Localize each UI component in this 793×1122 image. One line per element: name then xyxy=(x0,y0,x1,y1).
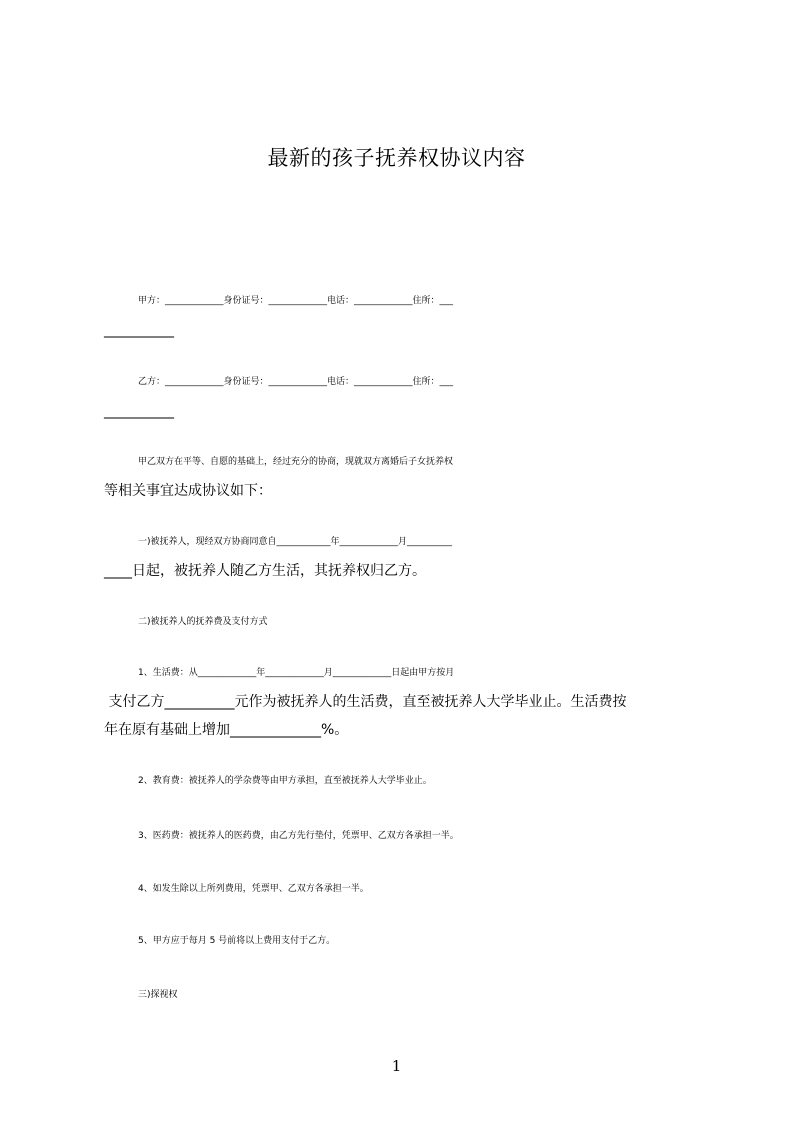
section2-heading: 二)被抚养人的抚养费及支付方式 xyxy=(138,617,268,627)
page-number: 1 xyxy=(391,1057,402,1075)
item2: 2、教育费：被抚养人的学杂费等由甲方承担，直至被抚养人大学毕业止。 xyxy=(138,776,432,786)
party-b-line-1: 乙方：_____________身份证号：_____________电话：_____________住所：___ xyxy=(138,377,454,387)
item1-line-1: 1、生活费：从_____________年_____________月_____________日起由甲方按月 xyxy=(138,668,455,678)
item1-line-2: 支付乙方__________元作为被抚养人的生活费，直至被抚养人大学毕业止。生活费按 xyxy=(104,694,627,710)
item1-line-3: 年在原有基础上增加_____________%。 xyxy=(104,722,349,738)
party-a-line-1: 甲方：_____________身份证号：_____________电话：_____________住所：___ xyxy=(138,296,454,306)
party-a-line-2: __________ xyxy=(104,322,174,338)
page-title: 最新的孩子抚养权协议内容 xyxy=(267,146,526,170)
section1-line-2: ____日起，被抚养人随乙方生活，其抚养权归乙方。 xyxy=(104,563,426,579)
section1-line-1: 一)被抚养人，现经双方协商同意自____________年_____________月__________ xyxy=(138,537,453,547)
item4: 4、如发生除以上所列费用，凭票甲、乙双方各承担一半。 xyxy=(138,884,369,894)
preamble-line-2: 等相关事宜达成协议如下： xyxy=(104,483,272,499)
preamble-line-1: 甲乙双方在平等、自愿的基础上，经过充分的协商，现就双方离婚后子女抚养权 xyxy=(138,457,454,467)
section3-heading: 三)探视权 xyxy=(138,990,178,1000)
item3: 3、医药费：被抚养人的医药费，由乙方先行垫付，凭票甲、乙双方各承担一半。 xyxy=(138,831,459,841)
item5: 5、甲方应于每月 5 号前将以上费用支付于乙方。 xyxy=(138,936,336,946)
party-b-line-2: __________ xyxy=(104,403,174,419)
